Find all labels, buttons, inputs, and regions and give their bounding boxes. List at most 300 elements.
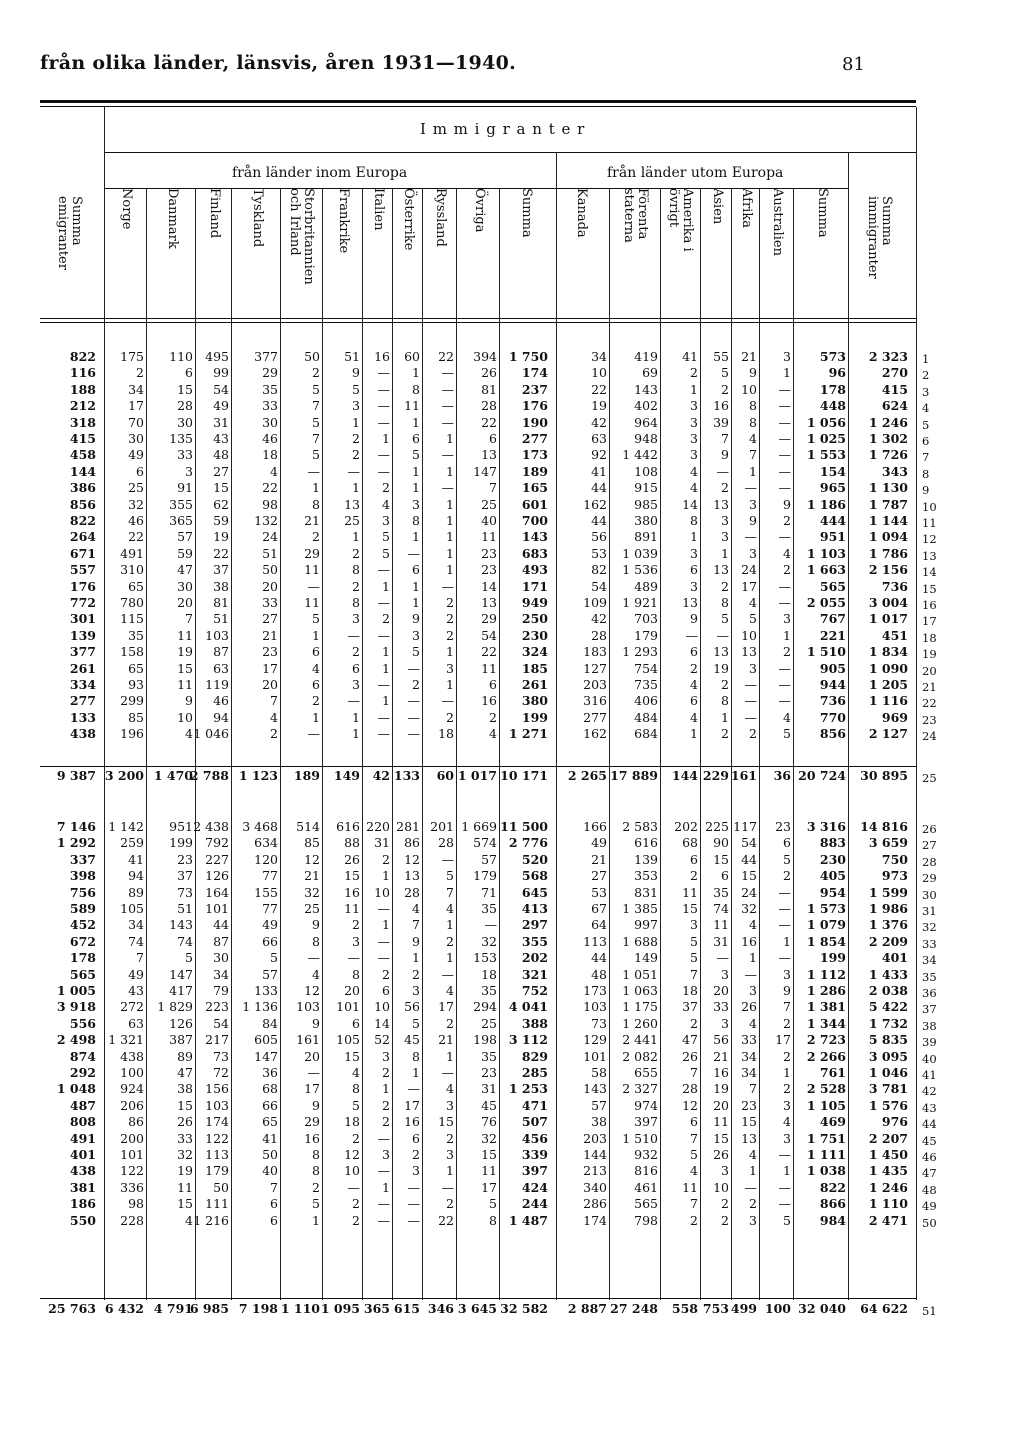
table-cell: 321 <box>521 966 548 982</box>
table-cell: 9 <box>749 365 757 381</box>
table-cell: — <box>347 950 360 966</box>
table-cell: 16 <box>713 1065 729 1080</box>
table-cell: 26 <box>682 1048 698 1064</box>
table-cell: — <box>377 562 390 578</box>
table-cell: 89 <box>128 884 144 900</box>
table-cell: 15 <box>344 1048 360 1064</box>
table-cell: 116 <box>69 365 96 381</box>
table-cell: 11 <box>713 917 729 933</box>
table-cell: 143 <box>521 529 548 545</box>
table-cell: 33 <box>262 398 278 414</box>
table-cell: 101 <box>120 1147 144 1162</box>
row-number: 35 <box>922 969 937 984</box>
table-cell: 49 <box>128 447 144 463</box>
table-cell: 68 <box>682 835 698 851</box>
table-cell: 346 <box>427 1301 454 1316</box>
table-cell: 377 <box>69 644 96 660</box>
table-cell: 10 171 <box>500 768 548 783</box>
table-cell: 103 <box>205 1097 229 1113</box>
table-cell: 15 <box>213 480 229 496</box>
table-cell: 4 <box>690 1163 698 1179</box>
table-cell: — <box>347 693 360 709</box>
table-cell: 129 <box>583 1032 607 1048</box>
table-cell: 212 <box>69 398 96 414</box>
table-cell: — <box>407 709 420 725</box>
table-cell: 27 <box>262 611 278 627</box>
table-cell: — <box>778 529 791 545</box>
table-cell: 1 <box>412 365 420 381</box>
table-cell: 6 <box>352 1015 360 1031</box>
row-number: 12 <box>922 532 937 547</box>
table-cell: 499 <box>730 1301 757 1316</box>
table-cell: 7 <box>721 431 729 446</box>
table-cell: 101 <box>583 1048 607 1064</box>
table-cell: 174 <box>205 1114 229 1130</box>
table-cell: 189 <box>521 463 548 479</box>
table-cell: 401 <box>69 1147 96 1162</box>
table-cell: 5 422 <box>868 999 908 1015</box>
table-cell: 92 <box>591 447 607 463</box>
table-cell: 951 <box>169 819 193 834</box>
table-cell: 1 <box>312 1212 320 1228</box>
table-cell: 32 <box>481 1130 497 1146</box>
table-cell: 3 <box>783 966 791 982</box>
table-cell: 21 <box>591 851 607 867</box>
table-cell: 26 <box>741 999 757 1015</box>
table-cell: 13 <box>481 595 497 610</box>
table-cell: 133 <box>393 768 420 783</box>
table-cell: — <box>778 950 791 966</box>
table-cell: 2 <box>721 1196 729 1212</box>
table-cell: 7 <box>312 398 320 414</box>
table-cell: 144 <box>69 463 96 479</box>
table-cell: 353 <box>634 868 658 884</box>
table-cell: 74 <box>128 933 144 949</box>
table-cell: 2 <box>783 1081 791 1097</box>
table-cell: 41 <box>128 851 144 867</box>
table-cell: 365 <box>169 513 193 528</box>
table-cell: 13 <box>741 1130 757 1146</box>
table-cell: 72 <box>213 1065 229 1080</box>
table-cell: 16 <box>304 1130 320 1146</box>
table-cell: 122 <box>120 1163 144 1179</box>
table-cell: 761 <box>819 1065 846 1080</box>
row-number: 51 <box>922 1304 937 1318</box>
table-cell: 8 <box>749 398 757 414</box>
table-cell: 228 <box>120 1212 144 1228</box>
table-cell: 2 207 <box>868 1130 908 1146</box>
table-cell: 127 <box>583 660 607 676</box>
table-cell: 1 <box>382 660 390 676</box>
table-cell: 7 <box>690 966 698 982</box>
table-cell: 261 <box>69 660 96 676</box>
table-cell: 1 144 <box>868 513 908 528</box>
table-cell: 19 <box>177 644 193 660</box>
table-cell: 388 <box>521 1015 548 1031</box>
table-cell: 34 <box>741 1048 757 1064</box>
table-cell: 40 <box>481 513 497 528</box>
table-cell: 2 266 <box>806 1048 846 1064</box>
table-cell: 13 <box>741 644 757 660</box>
table-cell: 90 <box>713 835 729 851</box>
table-cell: 9 387 <box>56 768 96 783</box>
table-cell: 1 576 <box>868 1097 908 1113</box>
table-cell: 26 <box>481 365 497 381</box>
row-number: 19 <box>922 647 937 662</box>
row-number: 44 <box>922 1117 937 1132</box>
table-cell: 2 038 <box>868 983 908 998</box>
table-cell: — <box>407 726 420 742</box>
table-cell: 133 <box>69 709 96 725</box>
row-number: 25 <box>922 771 937 785</box>
table-cell: 20 <box>713 1097 729 1113</box>
table-cell: 54 <box>481 627 497 643</box>
table-cell: 199 <box>819 950 846 966</box>
table-cell: 6 432 <box>104 1301 144 1316</box>
table-cell: 8 <box>690 513 698 528</box>
table-cell: 11 <box>177 1179 193 1195</box>
table-cell: 1 302 <box>868 431 908 446</box>
table-cell: 2 <box>783 644 791 660</box>
table-cell: 6 <box>489 677 497 692</box>
table-cell: 27 <box>591 868 607 884</box>
table-cell: 1 <box>412 414 420 430</box>
table-cell: 21 <box>713 1048 729 1064</box>
table-cell: 1 <box>783 365 791 381</box>
table-cell: 1 433 <box>868 966 908 982</box>
table-cell: 50 <box>304 349 320 364</box>
table-cell: 143 <box>583 1081 607 1097</box>
table-cell: 2 <box>412 677 420 692</box>
table-cell: 10 <box>591 365 607 381</box>
table-cell: 81 <box>213 595 229 610</box>
column-header <box>609 188 660 320</box>
table-cell: 4 <box>185 1212 193 1228</box>
table-cell: 798 <box>634 1212 658 1228</box>
table-cell: 10 <box>374 884 390 900</box>
table-cell: 7 <box>270 1179 278 1195</box>
table-cell: 3 <box>446 1147 454 1162</box>
table-cell: 22 <box>438 349 454 364</box>
table-cell: 3 <box>690 917 698 933</box>
table-cell: 37 <box>177 868 193 884</box>
table-cell: — <box>778 1147 791 1162</box>
column-header-label: Summa immigranter <box>865 196 894 279</box>
table-cell: 1 038 <box>806 1163 846 1179</box>
table-cell: 948 <box>634 431 658 446</box>
table-cell: 45 <box>481 1097 497 1113</box>
table-cell: 1 854 <box>806 933 846 949</box>
table-cell: 419 <box>634 349 658 364</box>
table-cell: 1 <box>412 529 420 545</box>
table-cell: 2 <box>446 1015 454 1031</box>
table-cell: 87 <box>213 933 229 949</box>
table-cell: 4 <box>412 901 420 916</box>
table-cell: 1 <box>446 1048 454 1064</box>
table-cell: 1 046 <box>193 726 229 742</box>
table-cell: 2 <box>749 1196 757 1212</box>
table-cell: 6 <box>412 562 420 578</box>
table-cell: 3 <box>749 660 757 676</box>
table-cell: 565 <box>69 966 96 982</box>
table-cell: 2 <box>352 447 360 463</box>
table-cell: 113 <box>583 933 607 949</box>
table-cell: 954 <box>819 884 846 900</box>
table-cell: 230 <box>819 851 846 867</box>
table-cell: 9 <box>352 365 360 381</box>
table-cell: 5 <box>412 1015 420 1031</box>
row-number: 11 <box>922 516 937 530</box>
table-cell: 3 <box>382 1048 390 1064</box>
row-number: 15 <box>922 581 937 596</box>
table-cell: 39 <box>713 414 729 430</box>
column-header-label: Danmark <box>164 188 180 249</box>
table-cell: 35 <box>481 1048 497 1064</box>
table-cell: 43 <box>128 983 144 998</box>
table-cell: 4 <box>783 709 791 725</box>
column-header-label: Summa emigranter <box>55 196 84 270</box>
table-cell: 1 046 <box>868 1065 908 1080</box>
table-cell: 973 <box>881 868 908 884</box>
table-cell: 3 <box>412 496 420 512</box>
table-cell: 17 <box>128 398 144 414</box>
table-cell: 285 <box>521 1065 548 1080</box>
table-cell: 1 <box>382 917 390 933</box>
table-cell: 1 385 <box>622 901 658 916</box>
table-cell: 50 <box>213 1179 229 1195</box>
table-cell: 9 <box>185 693 193 709</box>
table-cell: 8 <box>749 414 757 430</box>
table-cell: 5 <box>312 1196 320 1212</box>
table-cell: 119 <box>205 677 229 692</box>
table-cell: 397 <box>634 1114 658 1130</box>
table-cell: 144 <box>671 768 698 783</box>
top-rule-thin <box>40 106 916 107</box>
column-header <box>322 188 362 320</box>
table-cell: 6 <box>690 851 698 867</box>
table-cell: 199 <box>169 835 193 851</box>
table-cell: 1 136 <box>242 999 278 1015</box>
table-cell: 13 <box>344 496 360 512</box>
table-cell: 44 <box>741 851 757 867</box>
table-cell: 1 750 <box>508 349 548 364</box>
table-cell: 1 112 <box>806 966 846 982</box>
table-cell: 17 <box>404 1097 420 1113</box>
table-cell: 3 <box>382 513 390 528</box>
row-number: 6 <box>922 434 930 448</box>
table-cell: 179 <box>634 627 658 643</box>
column-divider <box>793 188 794 1300</box>
table-cell: 5 <box>489 1196 497 1212</box>
table-cell: 1 <box>382 644 390 660</box>
table-cell: 301 <box>69 611 96 627</box>
table-cell: 11 <box>177 627 193 643</box>
table-cell: — <box>778 595 791 610</box>
table-cell: 41 <box>682 349 698 364</box>
table-cell: 101 <box>205 901 229 916</box>
table-cell: 66 <box>262 933 278 949</box>
table-cell: 1 079 <box>806 917 846 933</box>
table-cell: 1 376 <box>868 917 908 933</box>
table-cell: 461 <box>634 1179 658 1195</box>
table-cell: 38 <box>177 1081 193 1097</box>
row-number: 3 <box>922 384 930 399</box>
table-cell: 203 <box>583 1130 607 1146</box>
row-number: 43 <box>922 1100 937 1115</box>
table-cell: 94 <box>213 709 229 725</box>
table-cell: 103 <box>296 999 320 1015</box>
table-cell: 1 <box>382 431 390 446</box>
table-cell: 299 <box>120 693 144 709</box>
table-cell: 23 <box>177 851 193 867</box>
column-divider <box>759 188 760 1300</box>
table-cell: 21 <box>304 513 320 528</box>
table-cell: 11 <box>177 677 193 692</box>
table-cell: 736 <box>819 693 846 709</box>
table-cell: 2 <box>446 595 454 610</box>
table-cell: 174 <box>521 365 548 381</box>
table-cell: 905 <box>819 660 846 676</box>
table-cell: 101 <box>336 999 360 1015</box>
table-cell: 2 471 <box>868 1212 908 1228</box>
table-cell: 444 <box>819 513 846 528</box>
table-cell: 86 <box>404 835 420 851</box>
table-cell: 53 <box>591 545 607 561</box>
row-number: 45 <box>922 1133 937 1148</box>
table-cell: — <box>778 381 791 397</box>
table-cell: 65 <box>262 1114 278 1130</box>
table-cell: 143 <box>634 381 658 397</box>
table-cell: 700 <box>521 513 548 528</box>
column-divider <box>280 188 281 1300</box>
table-cell: 7 <box>690 1130 698 1146</box>
table-cell: 206 <box>120 1097 144 1113</box>
column-header-label: Summa <box>518 188 534 238</box>
table-cell: 122 <box>205 1130 229 1146</box>
table-cell: 44 <box>591 950 607 966</box>
column-header <box>392 188 422 320</box>
table-cell: 1 293 <box>622 644 658 660</box>
table-cell: 3 095 <box>868 1048 908 1064</box>
table-cell: 37 <box>213 562 229 578</box>
table-cell: 49 <box>128 966 144 982</box>
table-cell: 7 <box>270 693 278 709</box>
table-cell: 5 <box>721 611 729 627</box>
table-cell: 1 <box>446 463 454 479</box>
table-cell: 4 041 <box>508 999 548 1015</box>
table-cell: 59 <box>213 513 229 528</box>
table-cell: 15 <box>741 1114 757 1130</box>
table-cell: 30 <box>262 414 278 430</box>
row-number: 49 <box>922 1199 937 1214</box>
table-cell: 831 <box>634 884 658 900</box>
table-cell: 336 <box>120 1179 144 1195</box>
table-cell: 792 <box>205 835 229 851</box>
table-cell: 8 <box>312 496 320 512</box>
column-header-label: Summa <box>814 188 830 238</box>
table-cell: 14 816 <box>860 819 908 834</box>
table-cell: — <box>744 480 757 496</box>
table-cell: 3 781 <box>868 1081 908 1097</box>
row-number: 47 <box>922 1166 937 1181</box>
table-cell: 386 <box>69 480 96 496</box>
table-cell: 557 <box>69 562 96 578</box>
table-cell: 126 <box>205 868 229 884</box>
table-cell: — <box>307 726 320 742</box>
table-cell: 1 095 <box>320 1301 360 1316</box>
table-cell: 1 669 <box>461 819 497 834</box>
table-cell: 10 <box>344 1163 360 1179</box>
table-cell: 7 198 <box>238 1301 278 1316</box>
table-cell: 34 <box>128 917 144 933</box>
table-cell: 1 <box>352 480 360 496</box>
table-cell: 13 <box>713 496 729 512</box>
table-cell: 51 <box>262 545 278 561</box>
table-cell: 36 <box>773 768 791 783</box>
column-header-label: Tyskland <box>249 188 265 248</box>
table-cell: 98 <box>128 1196 144 1212</box>
table-cell: 16 <box>713 398 729 414</box>
table-cell: 1 246 <box>868 1179 908 1195</box>
table-cell: 56 <box>404 999 420 1015</box>
table-cell: — <box>778 901 791 916</box>
table-cell: 316 <box>583 693 607 709</box>
table-cell: 54 <box>591 578 607 594</box>
column-header-label: Asien <box>709 188 725 225</box>
column-header-label: Österrike <box>401 188 416 251</box>
table-cell: 12 <box>344 1147 360 1162</box>
table-cell: 15 <box>177 1196 193 1212</box>
table-cell: 86 <box>128 1114 144 1130</box>
table-cell: 829 <box>521 1048 548 1064</box>
table-cell: 1 751 <box>806 1130 846 1146</box>
table-cell: 3 112 <box>508 1032 548 1048</box>
table-cell: 487 <box>69 1097 96 1113</box>
column-header-label: Storbritannien och Irland <box>287 188 316 285</box>
column-header <box>231 188 280 320</box>
table-cell: — <box>441 578 454 594</box>
table-cell: 3 <box>721 966 729 982</box>
table-cell: 178 <box>819 381 846 397</box>
table-cell: 2 <box>352 644 360 660</box>
table-cell: 1 292 <box>56 835 96 851</box>
table-cell: 81 <box>481 381 497 397</box>
column-header <box>759 188 793 320</box>
table-cell: 2 788 <box>189 768 229 783</box>
table-cell: 1 321 <box>108 1032 144 1048</box>
table-cell: 2 <box>721 1212 729 1228</box>
table-cell: 3 <box>352 933 360 949</box>
table-cell: 24 <box>741 884 757 900</box>
table-cell: 573 <box>819 349 846 364</box>
table-cell: 997 <box>634 917 658 933</box>
table-cell: 1 <box>412 1065 420 1080</box>
column-divider <box>362 188 363 1300</box>
table-cell: 2 <box>783 1048 791 1064</box>
table-cell: — <box>377 677 390 692</box>
table-cell: 3 <box>783 1130 791 1146</box>
table-cell: 6 <box>721 868 729 884</box>
table-cell: 250 <box>521 611 548 627</box>
table-cell: 57 <box>177 529 193 545</box>
table-cell: 1 <box>312 627 320 643</box>
table-cell: 1 921 <box>622 595 658 610</box>
table-cell: 10 <box>374 999 390 1015</box>
table-cell: 59 <box>177 545 193 561</box>
table-cell: 1 <box>412 480 420 496</box>
table-cell: 1 450 <box>868 1147 908 1162</box>
table-cell: 42 <box>591 414 607 430</box>
